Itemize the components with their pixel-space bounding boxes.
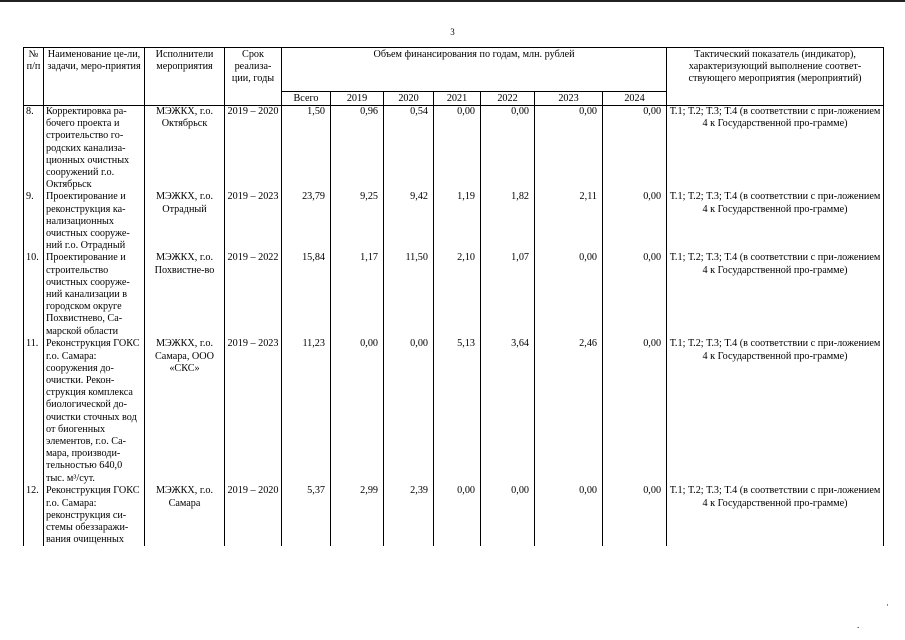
row-number: 12. (24, 485, 44, 546)
row-executor: МЭЖКХ, г.о. Похвистне-во (145, 252, 225, 338)
row-executor: МЭЖКХ, г.о. Самара (145, 485, 225, 546)
value-2022: 0,00 (481, 485, 535, 546)
row-name: Реконструкция ГОКС г.о. Самара: сооружения до-очистки. Рекон-струкция комплекса биологической до-очистки сточных вод от биогенных элементов, г.о. Са-мара, производи-тельностью 640,0 тыс. м³/сут. (44, 338, 145, 485)
row-term: 2019 – 2023 (225, 191, 282, 252)
row-indicator: Т.1; Т.2; Т.3; Т.4 (в соответствии с при-ложением 4 к Государственной про-грамме) (667, 191, 884, 252)
top-border-line (0, 0, 905, 2)
value-2019: 2,99 (331, 485, 384, 546)
value-2023: 2,46 (535, 338, 603, 485)
value-2021: 5,13 (434, 338, 481, 485)
value-total: 11,23 (282, 338, 331, 485)
row-term: 2019 – 2020 (225, 485, 282, 546)
header-year-2021: 2021 (434, 92, 481, 106)
value-2024: 0,00 (603, 338, 667, 485)
row-indicator: Т.1; Т.2; Т.3; Т.4 (в соответствии с при-ложением 4 к Государственной про-грамме) (667, 252, 884, 338)
header-no: № п/п (24, 48, 44, 106)
table-row (24, 252, 884, 338)
value-2021: 0,00 (434, 106, 481, 192)
value-2021: 0,00 (434, 485, 481, 546)
row-number: 10. (24, 252, 44, 338)
value-2020: 2,39 (384, 485, 434, 546)
row-number: 9. (24, 191, 44, 252)
value-2023: 0,00 (535, 252, 603, 338)
value-2019: 9,25 (331, 191, 384, 252)
value-total: 15,84 (282, 252, 331, 338)
value-2020: 0,54 (384, 106, 434, 192)
value-2022: 0,00 (481, 106, 535, 192)
header-year-2019: 2019 (331, 92, 384, 106)
row-name: Реконструкция ГОКС г.о. Самара: реконструкция си-стемы обеззаражи-вания очищенных (44, 485, 145, 546)
value-total: 23,79 (282, 191, 331, 252)
row-executor: МЭЖКХ, г.о. Самара, ООО «СКС» (145, 338, 225, 485)
value-2022: 1,82 (481, 191, 535, 252)
financing-table (23, 47, 884, 546)
value-2023: 0,00 (535, 485, 603, 546)
value-2020: 11,50 (384, 252, 434, 338)
header-name: Наименование це-ли, задачи, меро-приятия (44, 48, 145, 106)
table-row (24, 338, 884, 485)
table-row (24, 106, 884, 192)
row-name: Проектирование и строительство очистных сооруже-ний канализации в городском округе Похвистнево, Са-марской области (44, 252, 145, 338)
row-number: 8. (24, 106, 44, 192)
row-term: 2019 – 2022 (225, 252, 282, 338)
value-total: 5,37 (282, 485, 331, 546)
header-financing: Объем финансирования по годам, млн. рублей (282, 48, 667, 92)
row-term: 2019 – 2020 (225, 106, 282, 192)
header-year-2024: 2024 (603, 92, 667, 106)
value-2019: 0,96 (331, 106, 384, 192)
row-executor: МЭЖКХ, г.о. Отрадный (145, 191, 225, 252)
value-2020: 9,42 (384, 191, 434, 252)
value-2020: 0,00 (384, 338, 434, 485)
row-name: Корректировка ра-бочего проекта и строительство го-родских канализа-ционных очистных сооружений г.о. Октябрьск (44, 106, 145, 192)
row-indicator: Т.1; Т.2; Т.3; Т.4 (в соответствии с при-ложением 4 к Государственной про-грамме) (667, 338, 884, 485)
header-year-2020: 2020 (384, 92, 434, 106)
value-2023: 0,00 (535, 106, 603, 192)
header-year-2022: 2022 (481, 92, 535, 106)
header-indicator: Тактический показатель (индикатор), характеризующий выполнение соответ-ствующего мероприятия (мероприятий) (667, 48, 884, 106)
value-total: 1,50 (282, 106, 331, 192)
header-row (24, 48, 884, 92)
page-number: 3 (450, 27, 455, 37)
table-row (24, 191, 884, 252)
value-2024: 0,00 (603, 191, 667, 252)
row-indicator: Т.1; Т.2; Т.3; Т.4 (в соответствии с при-ложением 4 к Государственной про-грамме) (667, 106, 884, 192)
value-2019: 0,00 (331, 338, 384, 485)
value-2021: 2,10 (434, 252, 481, 338)
value-2024: 0,00 (603, 485, 667, 546)
scan-mark: . (857, 620, 860, 630)
row-indicator: Т.1; Т.2; Т.3; Т.4 (в соответствии с при-ложением 4 к Государственной про-грамме) (667, 485, 884, 546)
value-2022: 1,07 (481, 252, 535, 338)
row-name: Проектирование и реконструкция ка-нализационных очистных сооруже-ний г.о. Отрадный (44, 191, 145, 252)
row-number: 11. (24, 338, 44, 485)
header-year-2023: 2023 (535, 92, 603, 106)
value-2019: 1,17 (331, 252, 384, 338)
value-2024: 0,00 (603, 252, 667, 338)
row-term: 2019 – 2023 (225, 338, 282, 485)
header-term: Срок реализа-ции, годы (225, 48, 282, 106)
value-2022: 3,64 (481, 338, 535, 485)
value-2021: 1,19 (434, 191, 481, 252)
row-executor: МЭЖКХ, г.о. Октябрьск (145, 106, 225, 192)
value-2024: 0,00 (603, 106, 667, 192)
table-row (24, 485, 884, 546)
header-executors: Исполнители мероприятия (145, 48, 225, 106)
value-2023: 2,11 (535, 191, 603, 252)
header-year-total: Всего (282, 92, 331, 106)
scan-mark: · (886, 600, 889, 610)
